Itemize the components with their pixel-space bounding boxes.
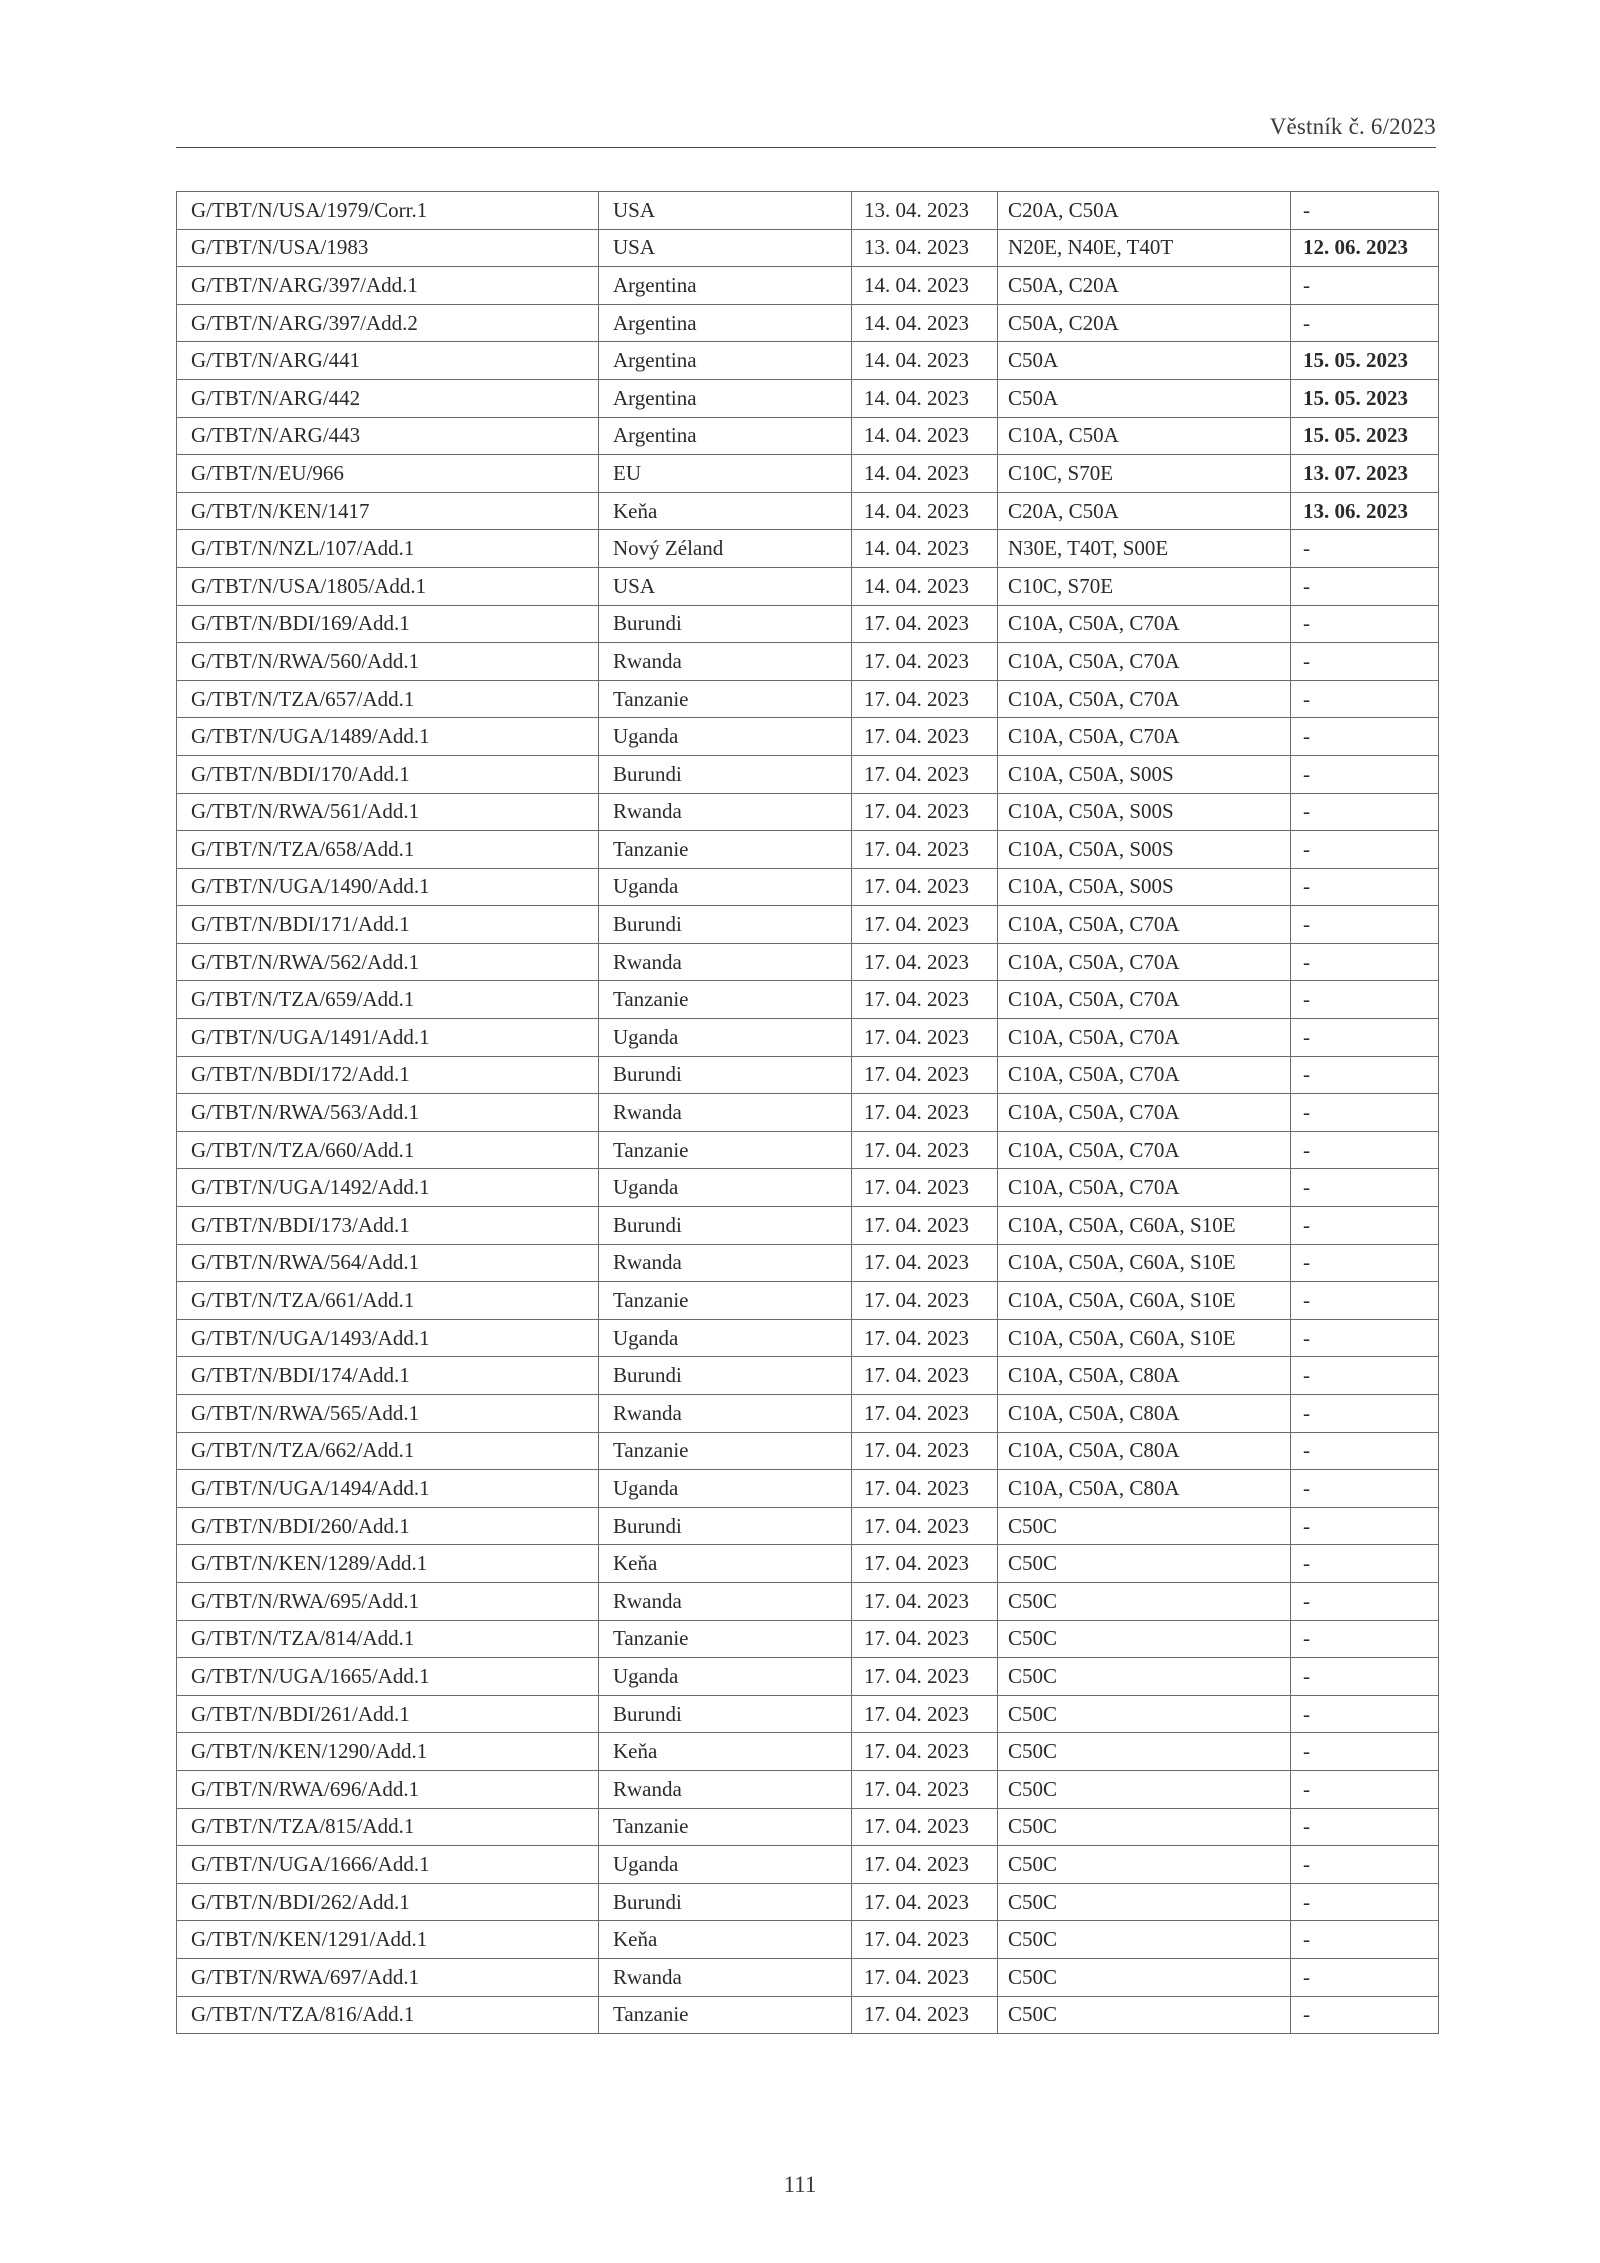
table-row (177, 1883, 1439, 1921)
notification-ref: G/TBT/N/BDI/173/Add.1 (177, 1207, 599, 1245)
comment-deadline: - (1291, 1658, 1439, 1696)
table-row (177, 1921, 1439, 1959)
notification-ref: G/TBT/N/TZA/659/Add.1 (177, 981, 599, 1019)
notification-date: 17. 04. 2023 (852, 1094, 998, 1132)
notification-date: 17. 04. 2023 (852, 1733, 998, 1771)
table-row (177, 1319, 1439, 1357)
table-row (177, 793, 1439, 831)
ics-codes: C10A, C50A, C60A, S10E (998, 1244, 1291, 1282)
notification-ref: G/TBT/N/UGA/1494/Add.1 (177, 1470, 599, 1508)
member-country: Uganda (599, 1470, 852, 1508)
notification-ref: G/TBT/N/KEN/1289/Add.1 (177, 1545, 599, 1583)
notification-ref: G/TBT/N/BDI/169/Add.1 (177, 605, 599, 643)
notification-date: 17. 04. 2023 (852, 1883, 998, 1921)
notification-date: 17. 04. 2023 (852, 1282, 998, 1320)
comment-deadline: - (1291, 1883, 1439, 1921)
ics-codes: C10A, C50A, S00S (998, 755, 1291, 793)
notification-ref: G/TBT/N/TZA/658/Add.1 (177, 831, 599, 869)
member-country: Uganda (599, 1019, 852, 1057)
member-country: Tanzanie (599, 981, 852, 1019)
table-row (177, 1808, 1439, 1846)
notification-date: 17. 04. 2023 (852, 1319, 998, 1357)
ics-codes: C10A, C50A, C70A (998, 981, 1291, 1019)
comment-deadline: - (1291, 1921, 1439, 1959)
ics-codes: C50C (998, 1582, 1291, 1620)
comment-deadline: 13. 07. 2023 (1291, 455, 1439, 493)
comment-deadline: - (1291, 1808, 1439, 1846)
ics-codes: C10A, C50A, C70A (998, 605, 1291, 643)
ics-codes: N20E, N40E, T40T (998, 229, 1291, 267)
notification-date: 17. 04. 2023 (852, 906, 998, 944)
comment-deadline: - (1291, 192, 1439, 230)
member-country: Nový Zéland (599, 530, 852, 568)
member-country: Burundi (599, 1056, 852, 1094)
notification-ref: G/TBT/N/USA/1979/Corr.1 (177, 192, 599, 230)
notification-ref: G/TBT/N/ARG/397/Add.2 (177, 304, 599, 342)
comment-deadline: - (1291, 530, 1439, 568)
notification-date: 17. 04. 2023 (852, 1658, 998, 1696)
table-row (177, 605, 1439, 643)
notification-date: 14. 04. 2023 (852, 342, 998, 380)
comment-deadline: - (1291, 605, 1439, 643)
ics-codes: C10A, C50A, C70A (998, 1056, 1291, 1094)
comment-deadline: - (1291, 1470, 1439, 1508)
notification-ref: G/TBT/N/RWA/563/Add.1 (177, 1094, 599, 1132)
ics-codes: C50C (998, 1846, 1291, 1884)
member-country: Tanzanie (599, 831, 852, 869)
comment-deadline: - (1291, 868, 1439, 906)
notification-date: 17. 04. 2023 (852, 680, 998, 718)
notification-ref: G/TBT/N/USA/1805/Add.1 (177, 567, 599, 605)
notification-ref: G/TBT/N/UGA/1493/Add.1 (177, 1319, 599, 1357)
ics-codes: C10A, C50A, C70A (998, 1169, 1291, 1207)
member-country: Burundi (599, 605, 852, 643)
table-row (177, 1282, 1439, 1320)
notification-date: 14. 04. 2023 (852, 455, 998, 493)
member-country: Burundi (599, 1507, 852, 1545)
notification-date: 17. 04. 2023 (852, 1507, 998, 1545)
table-row (177, 1357, 1439, 1395)
notification-ref: G/TBT/N/NZL/107/Add.1 (177, 530, 599, 568)
table-row (177, 1470, 1439, 1508)
table-row (177, 192, 1439, 230)
comment-deadline: - (1291, 1395, 1439, 1433)
notification-ref: G/TBT/N/UGA/1490/Add.1 (177, 868, 599, 906)
notification-ref: G/TBT/N/RWA/696/Add.1 (177, 1770, 599, 1808)
notification-ref: G/TBT/N/KEN/1291/Add.1 (177, 1921, 599, 1959)
member-country: Argentina (599, 379, 852, 417)
ics-codes: C10A, C50A, C70A (998, 1019, 1291, 1057)
comment-deadline: - (1291, 1695, 1439, 1733)
journal-title: Věstník č. 6/2023 (1269, 114, 1436, 139)
notification-ref: G/TBT/N/ARG/441 (177, 342, 599, 380)
ics-codes: C50C (998, 1695, 1291, 1733)
table-row (177, 1658, 1439, 1696)
comment-deadline: - (1291, 304, 1439, 342)
table-row (177, 1695, 1439, 1733)
member-country: Uganda (599, 718, 852, 756)
comment-deadline: - (1291, 1169, 1439, 1207)
notification-date: 17. 04. 2023 (852, 981, 998, 1019)
ics-codes: C10A, C50A, C60A, S10E (998, 1282, 1291, 1320)
member-country: Rwanda (599, 793, 852, 831)
ics-codes: C10A, C50A, C70A (998, 943, 1291, 981)
comment-deadline: 15. 05. 2023 (1291, 379, 1439, 417)
notification-date: 17. 04. 2023 (852, 1846, 998, 1884)
comment-deadline: - (1291, 1507, 1439, 1545)
ics-codes: C10A, C50A, C80A (998, 1357, 1291, 1395)
member-country: Burundi (599, 906, 852, 944)
member-country: Rwanda (599, 943, 852, 981)
notification-ref: G/TBT/N/BDI/172/Add.1 (177, 1056, 599, 1094)
notification-date: 14. 04. 2023 (852, 492, 998, 530)
table-row (177, 868, 1439, 906)
table-row (177, 1620, 1439, 1658)
ics-codes: C50A (998, 342, 1291, 380)
comment-deadline: - (1291, 267, 1439, 305)
member-country: Tanzanie (599, 1282, 852, 1320)
comment-deadline: - (1291, 1131, 1439, 1169)
member-country: Tanzanie (599, 1808, 852, 1846)
notification-ref: G/TBT/N/TZA/657/Add.1 (177, 680, 599, 718)
notification-date: 14. 04. 2023 (852, 567, 998, 605)
comment-deadline: - (1291, 1582, 1439, 1620)
table-row (177, 417, 1439, 455)
table-row (177, 718, 1439, 756)
ics-codes: C10A, C50A, C70A (998, 643, 1291, 681)
notification-date: 17. 04. 2023 (852, 1056, 998, 1094)
notification-date: 17. 04. 2023 (852, 1432, 998, 1470)
member-country: Rwanda (599, 1094, 852, 1132)
member-country: Rwanda (599, 1582, 852, 1620)
comment-deadline: - (1291, 680, 1439, 718)
ics-codes: C10C, S70E (998, 567, 1291, 605)
ics-codes: C50C (998, 1883, 1291, 1921)
notification-date: 17. 04. 2023 (852, 1545, 998, 1583)
member-country: Keňa (599, 492, 852, 530)
notification-ref: G/TBT/N/TZA/816/Add.1 (177, 1996, 599, 2034)
comment-deadline: - (1291, 1357, 1439, 1395)
member-country: Keňa (599, 1545, 852, 1583)
member-country: Tanzanie (599, 680, 852, 718)
table-row (177, 1958, 1439, 1996)
notification-ref: G/TBT/N/TZA/814/Add.1 (177, 1620, 599, 1658)
notification-date: 17. 04. 2023 (852, 718, 998, 756)
comment-deadline: - (1291, 1282, 1439, 1320)
ics-codes: C10A, C50A, C70A (998, 680, 1291, 718)
table-row (177, 455, 1439, 493)
notifications-table-body (177, 192, 1439, 2034)
comment-deadline: 13. 06. 2023 (1291, 492, 1439, 530)
ics-codes: C20A, C50A (998, 192, 1291, 230)
comment-deadline: - (1291, 1733, 1439, 1771)
table-row (177, 530, 1439, 568)
member-country: USA (599, 192, 852, 230)
member-country: Tanzanie (599, 1432, 852, 1470)
table-row (177, 755, 1439, 793)
comment-deadline: 15. 05. 2023 (1291, 417, 1439, 455)
table-row (177, 1507, 1439, 1545)
notification-date: 17. 04. 2023 (852, 1470, 998, 1508)
comment-deadline: - (1291, 981, 1439, 1019)
notification-ref: G/TBT/N/TZA/815/Add.1 (177, 1808, 599, 1846)
table-row (177, 643, 1439, 681)
notification-date: 17. 04. 2023 (852, 1207, 998, 1245)
ics-codes: C50C (998, 1996, 1291, 2034)
notification-ref: G/TBT/N/ARG/442 (177, 379, 599, 417)
member-country: Rwanda (599, 1395, 852, 1433)
member-country: Burundi (599, 755, 852, 793)
ics-codes: C20A, C50A (998, 492, 1291, 530)
member-country: Uganda (599, 1658, 852, 1696)
ics-codes: C50A, C20A (998, 304, 1291, 342)
notification-ref: G/TBT/N/RWA/561/Add.1 (177, 793, 599, 831)
table-row (177, 1432, 1439, 1470)
comment-deadline: - (1291, 1094, 1439, 1132)
ics-codes: C10A, C50A (998, 417, 1291, 455)
notification-date: 17. 04. 2023 (852, 1019, 998, 1057)
member-country: Argentina (599, 304, 852, 342)
notification-date: 13. 04. 2023 (852, 229, 998, 267)
notification-date: 17. 04. 2023 (852, 1808, 998, 1846)
member-country: Uganda (599, 1319, 852, 1357)
ics-codes: C50C (998, 1733, 1291, 1771)
notification-ref: G/TBT/N/USA/1983 (177, 229, 599, 267)
member-country: USA (599, 229, 852, 267)
comment-deadline: - (1291, 1770, 1439, 1808)
ics-codes: C10A, C50A, C60A, S10E (998, 1207, 1291, 1245)
comment-deadline: - (1291, 567, 1439, 605)
table-row (177, 567, 1439, 605)
member-country: Tanzanie (599, 1620, 852, 1658)
notification-date: 17. 04. 2023 (852, 605, 998, 643)
member-country: Keňa (599, 1921, 852, 1959)
notification-date: 17. 04. 2023 (852, 1770, 998, 1808)
comment-deadline: - (1291, 793, 1439, 831)
page-header (176, 0, 1436, 148)
table-row (177, 906, 1439, 944)
member-country: Argentina (599, 267, 852, 305)
notification-date: 13. 04. 2023 (852, 192, 998, 230)
member-country: Burundi (599, 1357, 852, 1395)
notification-ref: G/TBT/N/RWA/562/Add.1 (177, 943, 599, 981)
table-row (177, 1582, 1439, 1620)
ics-codes: C10A, C50A, S00S (998, 868, 1291, 906)
notification-date: 14. 04. 2023 (852, 267, 998, 305)
comment-deadline: - (1291, 1958, 1439, 1996)
notification-date: 14. 04. 2023 (852, 530, 998, 568)
member-country: Rwanda (599, 1770, 852, 1808)
table-row (177, 1169, 1439, 1207)
notification-ref: G/TBT/N/RWA/695/Add.1 (177, 1582, 599, 1620)
ics-codes: C50C (998, 1658, 1291, 1696)
member-country: Keňa (599, 1733, 852, 1771)
comment-deadline: - (1291, 1846, 1439, 1884)
table-row (177, 1733, 1439, 1771)
member-country: Rwanda (599, 1958, 852, 1996)
notification-date: 17. 04. 2023 (852, 831, 998, 869)
ics-codes: C50C (998, 1507, 1291, 1545)
ics-codes: C50C (998, 1620, 1291, 1658)
member-country: Tanzanie (599, 1131, 852, 1169)
table-row (177, 1131, 1439, 1169)
table-row (177, 1207, 1439, 1245)
member-country: Argentina (599, 342, 852, 380)
notification-date: 17. 04. 2023 (852, 943, 998, 981)
member-country: Rwanda (599, 1244, 852, 1282)
notification-ref: G/TBT/N/TZA/660/Add.1 (177, 1131, 599, 1169)
ics-codes: C50C (998, 1921, 1291, 1959)
notification-ref: G/TBT/N/ARG/397/Add.1 (177, 267, 599, 305)
ics-codes: C50C (998, 1958, 1291, 1996)
notification-ref: G/TBT/N/UGA/1665/Add.1 (177, 1658, 599, 1696)
notification-date: 17. 04. 2023 (852, 1131, 998, 1169)
notification-date: 17. 04. 2023 (852, 793, 998, 831)
notification-date: 14. 04. 2023 (852, 417, 998, 455)
page-number: 111 (783, 2172, 817, 2197)
notification-ref: G/TBT/N/RWA/564/Add.1 (177, 1244, 599, 1282)
notification-ref: G/TBT/N/UGA/1491/Add.1 (177, 1019, 599, 1057)
member-country: Burundi (599, 1695, 852, 1733)
ics-codes: C10A, C50A, C60A, S10E (998, 1319, 1291, 1357)
table-row (177, 1244, 1439, 1282)
notification-ref: G/TBT/N/BDI/171/Add.1 (177, 906, 599, 944)
table-row (177, 680, 1439, 718)
table-row (177, 831, 1439, 869)
table-row (177, 1056, 1439, 1094)
comment-deadline: - (1291, 1545, 1439, 1583)
notification-date: 17. 04. 2023 (852, 1958, 998, 1996)
ics-codes: C10A, C50A, C80A (998, 1470, 1291, 1508)
comment-deadline: - (1291, 718, 1439, 756)
ics-codes: C10A, C50A, S00S (998, 793, 1291, 831)
notification-date: 17. 04. 2023 (852, 1395, 998, 1433)
ics-codes: C50C (998, 1808, 1291, 1846)
ics-codes: C10A, C50A, C70A (998, 906, 1291, 944)
notification-ref: G/TBT/N/KEN/1417 (177, 492, 599, 530)
comment-deadline: - (1291, 1056, 1439, 1094)
notification-ref: G/TBT/N/BDI/262/Add.1 (177, 1883, 599, 1921)
notification-date: 17. 04. 2023 (852, 1620, 998, 1658)
member-country: Uganda (599, 1169, 852, 1207)
ics-codes: C10A, C50A, C80A (998, 1395, 1291, 1433)
member-country: USA (599, 567, 852, 605)
notification-ref: G/TBT/N/EU/966 (177, 455, 599, 493)
ics-codes: C50A (998, 379, 1291, 417)
table-row (177, 267, 1439, 305)
comment-deadline: - (1291, 943, 1439, 981)
ics-codes: C50C (998, 1545, 1291, 1583)
notification-date: 17. 04. 2023 (852, 1357, 998, 1395)
notification-date: 17. 04. 2023 (852, 1244, 998, 1282)
notification-date: 17. 04. 2023 (852, 868, 998, 906)
comment-deadline: - (1291, 755, 1439, 793)
member-country: Tanzanie (599, 1996, 852, 2034)
notification-ref: G/TBT/N/UGA/1492/Add.1 (177, 1169, 599, 1207)
notification-ref: G/TBT/N/RWA/697/Add.1 (177, 1958, 599, 1996)
notification-ref: G/TBT/N/TZA/661/Add.1 (177, 1282, 599, 1320)
notification-ref: G/TBT/N/TZA/662/Add.1 (177, 1432, 599, 1470)
member-country: Argentina (599, 417, 852, 455)
member-country: Burundi (599, 1883, 852, 1921)
member-country: Uganda (599, 1846, 852, 1884)
table-row (177, 1770, 1439, 1808)
comment-deadline: - (1291, 1207, 1439, 1245)
comment-deadline: - (1291, 1432, 1439, 1470)
table-row (177, 1996, 1439, 2034)
table-row (177, 1545, 1439, 1583)
notification-date: 17. 04. 2023 (852, 1996, 998, 2034)
table-row (177, 981, 1439, 1019)
notification-ref: G/TBT/N/RWA/560/Add.1 (177, 643, 599, 681)
comment-deadline: - (1291, 643, 1439, 681)
member-country: EU (599, 455, 852, 493)
notification-ref: G/TBT/N/BDI/174/Add.1 (177, 1357, 599, 1395)
table-row (177, 1846, 1439, 1884)
notification-ref: G/TBT/N/BDI/260/Add.1 (177, 1507, 599, 1545)
comment-deadline: 12. 06. 2023 (1291, 229, 1439, 267)
member-country: Burundi (599, 1207, 852, 1245)
comment-deadline: - (1291, 1996, 1439, 2034)
table-row (177, 229, 1439, 267)
ics-codes: C10A, C50A, S00S (998, 831, 1291, 869)
table-row (177, 1395, 1439, 1433)
notification-date: 14. 04. 2023 (852, 379, 998, 417)
notification-date: 17. 04. 2023 (852, 1582, 998, 1620)
table-row (177, 379, 1439, 417)
table-row (177, 492, 1439, 530)
ics-codes: C50A, C20A (998, 267, 1291, 305)
table-row (177, 342, 1439, 380)
notification-ref: G/TBT/N/BDI/261/Add.1 (177, 1695, 599, 1733)
notification-ref: G/TBT/N/ARG/443 (177, 417, 599, 455)
comment-deadline: - (1291, 1244, 1439, 1282)
notification-ref: G/TBT/N/UGA/1489/Add.1 (177, 718, 599, 756)
ics-codes: C10A, C50A, C70A (998, 1131, 1291, 1169)
notifications-table (176, 191, 1439, 2034)
table-row (177, 304, 1439, 342)
comment-deadline: - (1291, 1620, 1439, 1658)
notification-date: 17. 04. 2023 (852, 643, 998, 681)
ics-codes: C10C, S70E (998, 455, 1291, 493)
table-row (177, 1094, 1439, 1132)
notification-date: 17. 04. 2023 (852, 1695, 998, 1733)
comment-deadline: - (1291, 831, 1439, 869)
ics-codes: C10A, C50A, C70A (998, 1094, 1291, 1132)
notification-date: 17. 04. 2023 (852, 755, 998, 793)
notification-ref: G/TBT/N/RWA/565/Add.1 (177, 1395, 599, 1433)
ics-codes: C10A, C50A, C70A (998, 718, 1291, 756)
ics-codes: C50C (998, 1770, 1291, 1808)
comment-deadline: - (1291, 1019, 1439, 1057)
table-row (177, 1019, 1439, 1057)
member-country: Rwanda (599, 643, 852, 681)
comment-deadline: - (1291, 1319, 1439, 1357)
comment-deadline: - (1291, 906, 1439, 944)
notification-ref: G/TBT/N/UGA/1666/Add.1 (177, 1846, 599, 1884)
notification-ref: G/TBT/N/BDI/170/Add.1 (177, 755, 599, 793)
member-country: Uganda (599, 868, 852, 906)
table-row (177, 943, 1439, 981)
notification-date: 14. 04. 2023 (852, 304, 998, 342)
ics-codes: N30E, T40T, S00E (998, 530, 1291, 568)
comment-deadline: 15. 05. 2023 (1291, 342, 1439, 380)
notification-ref: G/TBT/N/KEN/1290/Add.1 (177, 1733, 599, 1771)
notification-date: 17. 04. 2023 (852, 1169, 998, 1207)
ics-codes: C10A, C50A, C80A (998, 1432, 1291, 1470)
notification-date: 17. 04. 2023 (852, 1921, 998, 1959)
